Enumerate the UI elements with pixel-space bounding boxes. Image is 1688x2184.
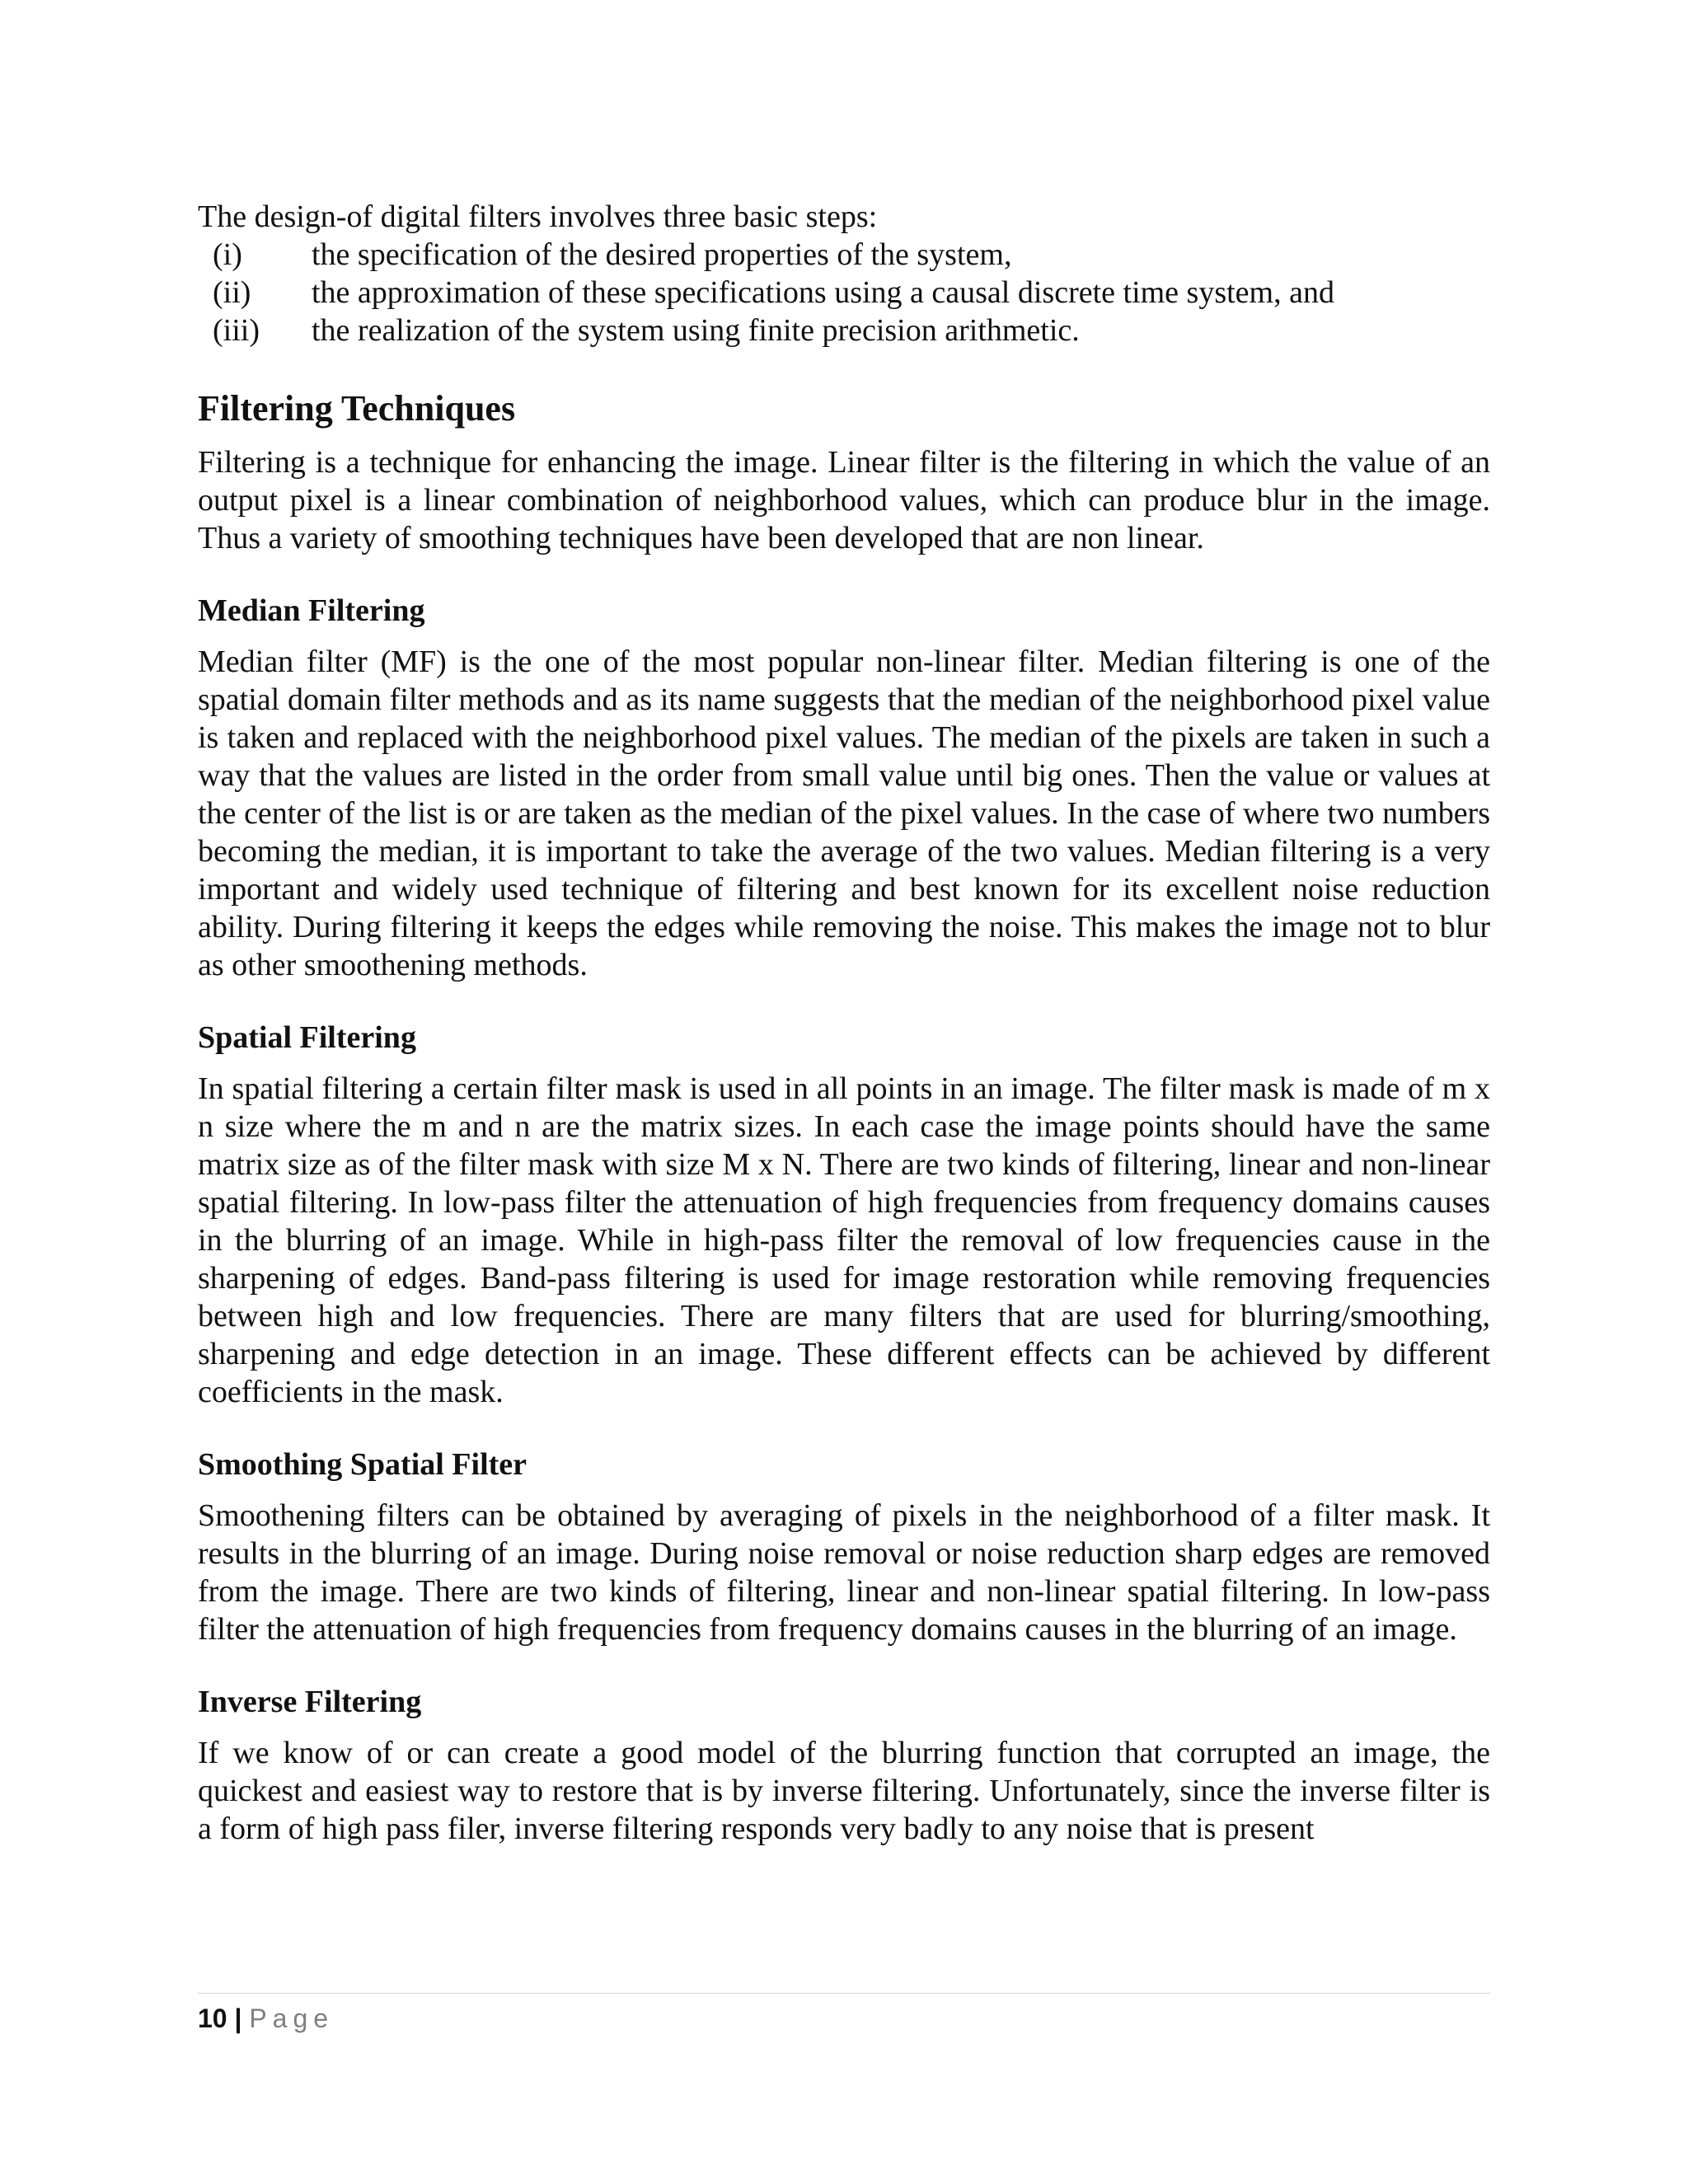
section-body-median-filtering: Median filter (MF) is the one of the most popular non-linear filter. Median filtering is one of the spatial domain filter methods and as its name suggests that the median of the neighborhood pixel value is taken and replaced with the neighborhood pixel values. The median of the pixels are taken in such a way that the values are listed in the order from small value until big ones. Then the value or values at the center of the list is or are taken as the median of the pixel values. In the case of where two numbers becoming the median, it is important to take the average of the two values. Median filtering is a very important and widely used technique of filtering and best known for its excellent noise reduction ability. During filtering it keeps the edges while removing the noise. This makes the image not to blur as other smoothening methods. (198, 644, 1490, 982)
list-item (198, 236, 1490, 274)
section-body-smoothing-spatial-filter: Smoothening filters can be obtained by averaging of pixels in the neighborhood of a filter mask. It results in the blurring of an image. During noise removal or noise reduction sharp edges are removed from the image. There are two kinds of filtering, linear and non-linear spatial filtering. In low-pass filter the attenuation of high frequencies from frequency domains causes in the blurring of an image. (198, 1498, 1490, 1647)
section-body-spatial-filtering: In spatial filtering a certain filter mask is used in all points in an image. The filter mask is made of m x n size where the m and n are the matrix sizes. In each case the image points should have the same matrix size as of the filter mask with size M x N. There are two kinds of filtering, linear and non-linear spatial filtering. In low-pass filter the attenuation of high frequencies from frequency domains causes in the blurring of an image. While in high-pass filter the removal of low frequencies cause in the sharpening of edges. Band-pass filtering is used for image restoration while removing frequencies between high and low frequencies. There are many filters that are used for blurring/smoothing, sharpening and edge detection in an image. These different effects can be achieved by different coefficients in the mask. (198, 1071, 1490, 1409)
intro-text: The design-of digital filters involves three basic steps: (198, 199, 878, 234)
steps-list (198, 236, 1490, 349)
section-heading-median-filtering: Median Filtering (198, 593, 425, 628)
section-heading-inverse-filtering: Inverse Filtering (198, 1685, 422, 1719)
page-number: 10 (198, 2004, 227, 2033)
step-number: (iii) (213, 313, 260, 348)
section-body-filtering-techniques: Filtering is a technique for enhancing the image. Linear filter is the filtering in which the value of an output pixel is a linear combination of neighborhood values, which can produce blur in the image. Thus a variety of smoothing techniques have been developed that are non linear. (198, 445, 1490, 555)
page-footer (198, 1993, 1490, 2035)
page-separator: | (234, 2004, 242, 2033)
list-item (198, 312, 1490, 349)
step-number: (ii) (213, 275, 251, 310)
step-text: the approximation of these specifications using a causal discrete time system, and (312, 275, 1334, 310)
section-heading-filtering-techniques: Filtering Techniques (198, 388, 516, 429)
section-body-inverse-filtering: If we know of or can create a good model of the blurring function that corrupted an image, the quickest and easiest way to restore that is by inverse filtering. Unfortunately, since the inverse filter is a form of high pass filer, inverse filtering responds very badly to any noise that is present (198, 1736, 1490, 1846)
page-content (198, 198, 1490, 1848)
page-label: Page (249, 2004, 335, 2033)
step-number: (i) (213, 237, 242, 272)
list-item (198, 274, 1490, 312)
step-text: the realization of the system using finite precision arithmetic. (312, 313, 1080, 348)
section-heading-smoothing-spatial-filter: Smoothing Spatial Filter (198, 1447, 528, 1482)
step-text: the specification of the desired properties of the system, (312, 237, 1012, 272)
section-heading-spatial-filtering: Spatial Filtering (198, 1020, 416, 1055)
